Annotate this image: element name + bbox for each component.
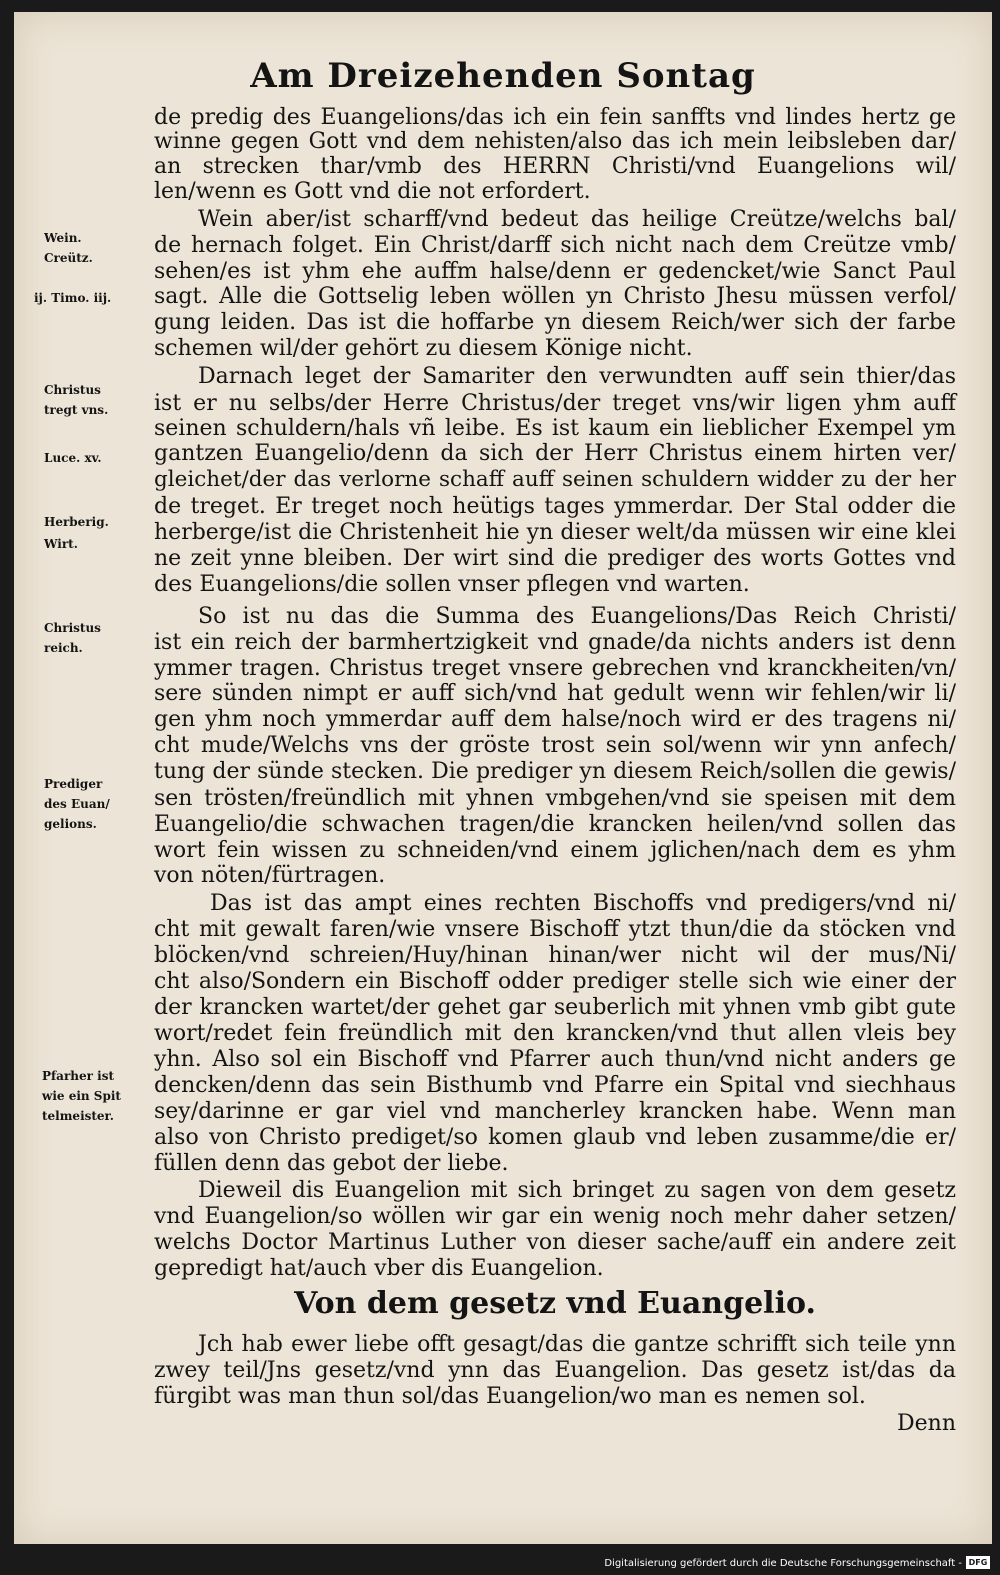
margin-gloss: Christus [44,621,101,635]
dfg-logo: DFG [966,1556,990,1569]
body-line: Darnach leget der Samariter den verwundten auff sein thier/das [198,364,956,389]
body-line: de hernach folget. Ein Christ/darff sich nicht nach dem Creütze vmb/ [154,233,956,258]
margin-gloss: Wein. [44,231,82,245]
body-line: fürgibt was man thun sol/das Euangelion/wo man es nemen sol. [154,1384,866,1409]
body-line: sey/darinne er gar viel vnd mancherley krancken habe. Wenn man [154,1099,956,1124]
section-heading: Von dem gesetz vnd Euangelio. [294,1286,816,1321]
body-line: Dieweil dis Euangelion mit sich bringet zu sagen von dem gesetz [198,1178,956,1203]
body-line: cht also/Sondern ein Bischoff odder prediger stelle sich wie einer der [154,969,956,994]
body-line: tung der sünde stecken. Die prediger yn diesem Reich/sollen die gewis/ [154,759,956,784]
margin-gloss: des Euan/ [44,797,110,811]
margin-gloss: ij. Timo. iij. [34,291,112,305]
body-line: cht mude/Welchs vns der gröste trost sein sol/wenn wir ynn anfech/ [154,733,956,758]
body-line: an strecken thar/vmb des HERRN Christi/vnd Euangelions wil/ [154,154,956,179]
body-line: des Euangelions/die sollen vnser pflegen vnd warten. [154,572,750,597]
body-line: herberge/ist die Christenheit hie yn dieser welt/da müssen wir eine klei [154,520,956,545]
body-line: de predig des Euangelions/das ich ein fein sanffts vnd lindes hertz ge [154,105,956,130]
body-line: von nöten/fürtragen. [154,863,386,888]
body-line: winne gegen Gott vnd dem nehisten/also das ich mein leibsleben dar/ [154,129,956,154]
margin-gloss: Pfarher ist [42,1069,114,1083]
margin-gloss: tregt vns. [44,403,109,417]
margin-gloss: Creütz. [44,251,93,265]
body-line: dencken/denn das sein Bisthumb vnd Pfarre ein Spital vnd siechhaus [154,1073,956,1098]
body-line: Jch hab ewer liebe offt gesagt/das die gantze schrifft sich teile ynn [198,1332,956,1357]
margin-gloss: Luce. xv. [44,451,102,465]
running-head: Am Dreizehenden Sontag [250,56,756,96]
body-line: Das ist das ampt eines rechten Bischoffs vnd predigers/vnd ni/ [210,891,956,916]
body-line: gung leiden. Das ist die hoffarbe yn diesem Reich/wer sich der farbe [154,310,956,335]
body-line: sere sünden nimpt er auff sich/vnd hat gedult wenn wir fehlen/wir li/ [154,681,956,706]
body-line: zwey teil/Jns gesetz/vnd ynn das Euangelion. Das gesetz ist/das da [154,1358,956,1383]
body-line: ist er nu selbs/der Herre Christus/der treget vns/wir ligen yhm auff [154,391,956,416]
margin-gloss: Christus [44,383,101,397]
funding-notice: Digitalisierung gefördert durch die Deutsche Forschungsgemeinschaft - [604,1558,962,1569]
body-line: der krancken wartet/der gehet gar seuberlich mit yhnen vmb gibt gute [154,995,956,1020]
body-line: gantzen Euangelio/denn da sich der Herr Christus einem hirten ver/ [154,441,956,466]
body-line: also von Christo prediget/so komen glaub vnd leben zusamme/die er/ [154,1125,956,1150]
margin-gloss: wie ein Spit [42,1089,121,1103]
body-line: sehen/es ist yhm ehe auffm halse/denn er gedencket/wie Sanct Paul [154,259,956,284]
body-line: len/wenn es Gott vnd die not erfordert. [154,179,591,204]
body-line: Euangelio/die schwachen tragen/die krancken heilen/vnd sollen das [154,812,956,837]
body-line: ymmer tragen. Christus treget vnsere gebrechen vnd kranckheiten/vn/ [154,656,956,681]
body-line: yhn. Also sol ein Bischoff vnd Pfarrer auch thun/vnd nicht anders ge [154,1047,956,1072]
margin-gloss: Prediger [44,777,103,791]
body-line: sagt. Alle die Gottselig leben wöllen yn Christo Jhesu müssen verfol/ [154,284,956,309]
body-line: seinen schuldern/hals vñ leibe. Es ist kaum ein lieblicher Exempel ym [154,416,956,441]
body-line: schemen wil/der gehört zu diesem Könige nicht. [154,336,693,361]
body-line: cht mit gewalt faren/wie vnsere Bischoff ytzt thun/die da stöcken vnd [154,917,956,942]
margin-gloss: Wirt. [44,537,78,551]
book-page [14,12,992,1544]
body-line: ist ein reich der barmhertzigkeit vnd gnade/da nichts anders ist denn [154,630,956,655]
body-line: gleichet/der das verlorne schaff auff seinen schuldern widder zu der her [154,467,956,492]
catchword: Denn [897,1411,956,1436]
body-line: gepredigt hat/auch vber dis Euangelion. [154,1256,604,1281]
margin-gloss: gelions. [44,817,97,831]
body-line: gen yhm noch ymmerdar auff dem halse/noch wird er des tragens ni/ [154,707,956,732]
margin-gloss: Herberig. [44,515,109,529]
margin-gloss: telmeister. [42,1109,114,1123]
body-line: blöcken/vnd schreien/Huy/hinan hinan/wer nicht wil der mus/Ni/ [154,943,956,968]
body-line: wort fein wissen zu schneiden/vnd einem jglichen/nach dem es yhm [154,838,956,863]
body-line: So ist nu das die Summa des Euangelions/Das Reich Christi/ [198,604,956,629]
body-line: de treget. Er treget noch heütigs tages ymmerdar. Der Stal odder die [154,494,956,519]
body-line: vnd Euangelion/so wöllen wir gar ein wenig noch mehr daher setzen/ [154,1204,956,1229]
body-line: ne zeit ynne bleiben. Der wirt sind die prediger des worts Gottes vnd [154,546,956,571]
body-line: sen trösten/freündlich mit yhnen vmbgehen/vnd sie speisen mit dem [154,786,956,811]
body-line: Wein aber/ist scharff/vnd bedeut das heilige Creütze/welchs bal/ [198,207,956,232]
margin-gloss: reich. [44,641,83,655]
body-line: welchs Doctor Martinus Luther von dieser sache/auff ein andere zeit [154,1230,956,1255]
body-line: füllen denn das gebot der liebe. [154,1151,509,1176]
body-line: wort/redet fein freündlich mit den krancken/vnd thut allen vleis bey [154,1021,956,1046]
